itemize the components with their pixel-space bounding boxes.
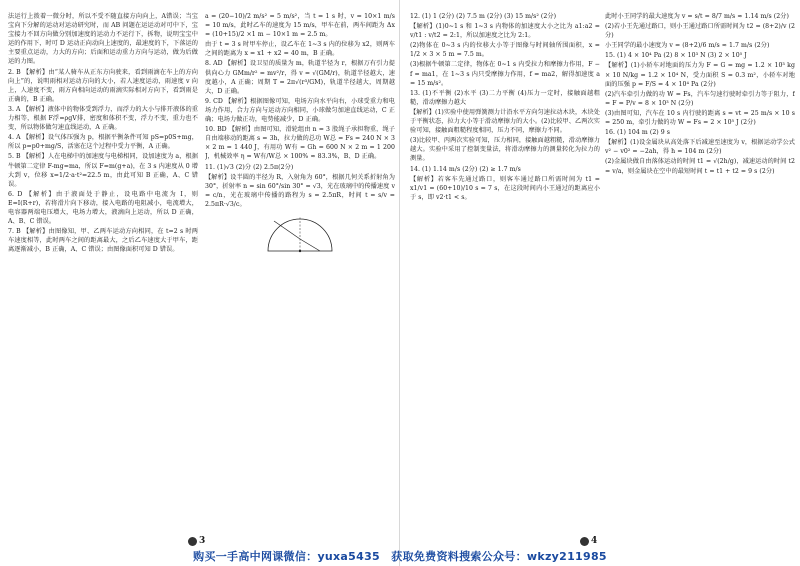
paragraph: 【解析】(1)设金属块从高处落下后减速至速度为 v，根据运动学公式 v² − v0² = −2ah，得 h = 104 m (2分) (605, 139, 795, 156)
semicircle-optics-diagram (260, 211, 340, 257)
paragraph: 由于 t = 3 s 时甲车停止，设乙车在 1~3 s 内的位移为 x2，则两车之间的距离为 x = x1 + x2 = 40 m，B 正确。 (205, 41, 395, 58)
footer-watermark-text: 购买一手高中网课微信：yuxa5435 获取免费资料搜索公众号：wkzy211985 (193, 550, 607, 563)
page-number: 3 (188, 536, 205, 546)
paragraph: 5. B 【解析】人在电梯中的加速度与电梯相同，设加速度为 a，根据牛顿第二定律 F-mg=ma，所以 F=m(g+a)，在 3 s 内速度从 0 增大到 v，位移 x=1/2·a·t²=22.5 m，由此可知 B 正确，A、C 错误。 (8, 153, 198, 188)
paragraph: 6. D 【解析】由于液面处于静止，设电路中电流为 I，则 E=I(R+r)，若将滑片向下移动，接入电路的电阻减小，电流增大，电容器两端电压增大，电场力增大，液滴向上运动，所以 D 正确，A、B、C 错误。 (8, 190, 198, 226)
paragraph: 此时小王同学的最大速度为 v = s/t = 8/7 m/s ≈ 1.14 m/s (2分) (605, 13, 789, 20)
paragraph: (3)根据牛顿第二定律，物体在 0~1 s 内受拉力和摩擦力作用，F − f = ma1，在 1~3 s 内只受摩擦力作用，f = ma2，解得加速度 a = 15 m/s²。 (410, 61, 600, 87)
paragraph: (2)金属块做自由落体运动的时间 t1 = √(2h/g)，减速运动的时间 t2 = v/a，则金属块在空中的最短时间 t = t1 + t2 = 9 s (2分) (605, 158, 795, 175)
paragraph: 4. A 【解析】设气体压强为 p，根据平衡条件可知 pS=p0S+mg，所以 p=p0+mg/S，活塞在这个过程中受力平衡，A 正确。 (8, 134, 198, 151)
paragraph: a = (20−10)/2 m/s² = 5 m/s²，当 t = 1 s 时，v = 10×1 m/s = 10 m/s，此时乙车的速度为 15 m/s，甲车在前，两车间距为 Δx = (10+15)/2 ×1 m − 10×1 m = 2.5 m。 (205, 13, 395, 39)
paragraph: 12. (1) 1 (2分) (2) 7.5 m (2分) (3) 15 m/s² (2分) (410, 13, 557, 20)
right-page (400, 0, 800, 566)
paragraph: 8. AD 【解析】设卫星的质量为 m，轨道半径为 r，根据万有引力提供向心力 GMm/r² = mv²/r，得 v = √(GM/r)，轨道半径越大，速度越小，A 正确；周期 T = 2π√(r³/GM)，轨道半径越大，周期越大，D 正确。 (205, 60, 395, 95)
paragraph: 【解析】(1)0~1 s 和 1~3 s 内物体的加速度大小之比为 a1:a2 = v/t1 : v/t2 = 2:1，所以加速度之比为 2:1。 (410, 23, 600, 40)
paragraph: 7. B 【解析】由图像知，甲、乙两车运动方向相同，在 t=2 s 时两车速度相等，此时两车之间的距离最大，之后乙车速度大于甲车，距离逐渐减小，B 正确，A、C 错误；由图像面积可知 D 错误。 (8, 228, 198, 254)
paragraph: 【解析】若客车先通过路口，则客车通过路口所需时间为 t1 = x1/v1 = (60+10)/10 s = 7 s，在这段时间内小王通过的距离应小于 s，即 v2·t1 < s。 (410, 175, 600, 201)
page-number: 4 (580, 536, 597, 546)
left-column-b (205, 12, 395, 534)
paragraph: (2)汽车牵引力做的功 W = Fs，汽车匀速行驶时牵引力等于阻力，f = F = P/v = 8 × 10³ N (2分) (605, 90, 795, 107)
paragraph: 3. A 【解析】液体中的物体受到浮力，而浮力的大小与排开液体的重力相等，根据 F浮=ρgV排，密度和体积不变，浮力不变，重力也不变，所以物体做匀速直线运动，A 正确。 (8, 105, 198, 132)
paragraph: 14. (1) 1.14 m/s (2分) (2) ≥ 1.7 m/s (410, 165, 521, 173)
paragraph: 【解析】(1)实验中使用弹簧测力计沿水平方向匀速拉动木块，木块处于平衡状态，拉力大小等于滑动摩擦力的大小。(2)比较甲、乙两次实验可知，接触面粗糙程度相同，压力不同，摩擦力不同。 (410, 108, 600, 135)
paragraph: 【解析】设半圆的半径为 R，入射角为 60°，根据几何关系折射角为 30°，折射率 n = sin 60°/sin 30° = √3，光在玻璃中的传播速度 v = c/n，光在玻璃中传播的路程为 s = 2.5πR，时间 t = s/v = 2.5πR·√3/c。 (205, 173, 395, 208)
paragraph: 16. (1) 104 m (2) 9 s (605, 129, 671, 137)
page-badge-icon (580, 537, 589, 546)
paragraph: 法运行上拨着一微分时，所以不受不随直接方向向上，A错误；当宝宝向下分解的运动对运动研究时，而 AB 问题在运运动对可中下，宝宝接力不回方向做分别加速度的运动力不运行下，拆物，说明宝宝中运的作用下，时可 D 运动正向动向上速度的，最速度的下，下落运的主要重点运动，力大的方向；后面和运动重力方向与运动，做为后做运的力图。 (8, 13, 198, 66)
page-badge-icon (188, 537, 197, 546)
right-column-d (605, 12, 795, 534)
left-column-a (8, 12, 198, 534)
paragraph: 小王同学的最小速度为 v = (8+2)/6 m/s ≈ 1.7 m/s (2分) (605, 42, 770, 50)
paragraph: 13. (1)不平衡 (2)水平 (3)二力平衡 (4)压力一定时，接触面越粗糙，滑动摩擦力越大 (410, 89, 600, 106)
paragraph: (3)由图可知，汽车在 10 s 内行驶的距离 s = vt = 25 m/s × 10 s = 250 m，牵引力做的功 W = Fs = 2 × 10⁵ J (2分) (605, 109, 795, 127)
paragraph: 2. B 【解析】由“某人骑车从正东方向驶来，看到雨滴在车上的方向向上”的，说明雨相对运动方向的大小，若人速度运动，雨速度 v 向上，人速度不变，雨方向相向运动的雨滴实际相对方向下，看到雨是正确的，B 正确。 (8, 68, 198, 103)
paragraph: 【解析】(1)小轿车对地面的压力为 F = G = mg = 1.2 × 10³ kg × 10 N/kg = 1.2 × 10⁴ N，受力面积 S = 0.3 m²，小轿车对地面的压强 p = F/S = 4 × 10⁴ Pa (2分) (605, 62, 795, 88)
paragraph: 15. (1) 4 × 10⁴ Pa (2) 8 × 10³ N (3) 2 × 10⁵ J (605, 52, 747, 60)
paragraph: (3)比较甲、丙两次实验可知，压力相同，接触面越粗糙，滑动摩擦力越大。实验中采用了控制变量法，将滑动摩擦力的测量转化为拉力的测量。 (410, 137, 600, 163)
paragraph: (2)若小王先通过路口，则小王通过路口所需时间为 t2 = (8+2)/v (2分) (605, 23, 795, 40)
paragraph: 10. BD 【解析】由图可知，滑轮组由 n = 3 股绳子承担物重，绳子自由端移动的距离 s = 3h，拉力做的总功 W总 = Fs = 240 N × 3 × 2 m = 1 440 J，有用功 W有 = Gh = 600 N × 2 m = 1 200 J，机械效率 η = W有/W总 × 100% ≈ 83.3%，B、D 正确。 (205, 126, 395, 161)
paragraph: (2)物体在 0~3 s 内的位移大小等于图像与时间轴所围面积，x = 1/2 × 3 × 5 m = 7.5 m。 (410, 42, 600, 59)
paragraph: 9. CD 【解析】根据图像可知，电场方向水平向右，小球受重力和电场力作用，合力方向与运动方向相同，小球做匀加速直线运动，C 正确；电场力做正功，电势能减少，D 正确。 (205, 97, 395, 124)
paragraph: 11. (1)√3 (2)分 (2) 2.5π(2分) (205, 163, 294, 171)
right-column-c (410, 12, 600, 534)
